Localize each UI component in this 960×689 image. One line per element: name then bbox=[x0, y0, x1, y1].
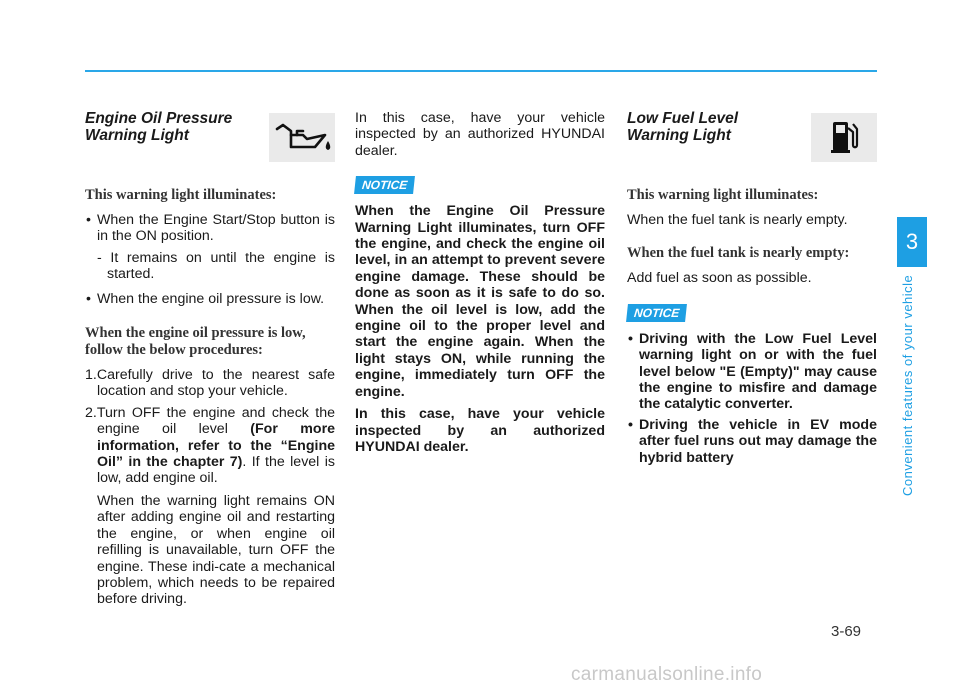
oil-notice-badge: NOTICE bbox=[354, 176, 415, 194]
oil-illuminates-heading: This warning light illuminates: bbox=[85, 187, 277, 203]
oil-step-2: 2.Turn OFF the engine and check the engine oil level (For more information, refer to the “Engine Oil” in the chapter 7). If the level is low, add engine oil. bbox=[85, 404, 335, 487]
fuel-section-column bbox=[627, 110, 877, 466]
oil-notice-text-1: When the Engine Oil Pressure Warning Light illuminates, turn OFF the engine, and check the engine oil level, in an attempt to prevent severe engine damage. These should be done as soon as it is safe to do so. When the oil level is low, add the engine oil to the proper level and start the engine again. When the light stays ON, while running the engine, immediately turn OFF the engine. bbox=[355, 203, 605, 400]
oil-notice-text-2: In this case, have your vehicle inspected by an authorized HYUNDAI dealer. bbox=[355, 406, 605, 455]
oil-bullet-2: • When the engine oil pressure is low. bbox=[85, 291, 335, 307]
page-number: 3-69 bbox=[831, 623, 862, 640]
oil-continued-text: In this case, have your vehicle inspected by an authorized HYUNDAI dealer. bbox=[355, 110, 605, 159]
fuel-notice-bullet-2: • Driving the vehicle in EV mode after fuel runs out may damage the hybrid battery bbox=[627, 417, 877, 466]
fuel-illuminates-text: When the fuel tank is nearly empty. bbox=[627, 212, 848, 228]
oil-sub-item: - It remains on until the engine is started. bbox=[97, 249, 335, 283]
fuel-illuminates-heading: This warning light illuminates: bbox=[627, 187, 819, 203]
fuel-section-title: Low Fuel Level Warning Light bbox=[627, 110, 739, 144]
fuel-notice-bullet-1: • Driving with the Low Fuel Level warning light on or with the fuel level below "E (Empty)" may cause the engine to misfire and damage the catalytic converter. bbox=[627, 331, 877, 413]
watermark: carmanualsonline.info bbox=[571, 664, 763, 685]
fuel-empty-heading: When the fuel tank is nearly empty: bbox=[627, 245, 850, 262]
chapter-tab: 3 bbox=[897, 217, 927, 267]
oil-section-column bbox=[85, 110, 335, 608]
oil-continued-column bbox=[355, 110, 605, 455]
oil-step-2-paragraph: When the warning light remains ON after adding engine oil and restarting the engine, or when engine oil refilling is unavailable, turn OFF the engine. These indi-cate a mechanical problem, which needs to be repaired before driving. bbox=[97, 492, 335, 608]
top-rule bbox=[85, 70, 877, 72]
fuel-section-header bbox=[627, 110, 877, 162]
fuel-notice-badge: NOTICE bbox=[626, 304, 687, 322]
oil-step-1: 1.Carefully drive to the nearest safe location and stop your vehicle. bbox=[85, 367, 335, 400]
oil-can-icon bbox=[269, 113, 335, 162]
oil-low-heading: When the engine oil pressure is low, follow the below procedures: bbox=[85, 325, 306, 359]
fuel-pump-icon bbox=[811, 113, 877, 162]
fuel-notice-list bbox=[627, 331, 877, 466]
oil-section-header bbox=[85, 110, 335, 162]
oil-section-title: Engine Oil Pressure Warning Light bbox=[85, 110, 233, 144]
oil-illuminates-list bbox=[85, 212, 335, 245]
fuel-empty-text: Add fuel as soon as possible. bbox=[627, 270, 812, 287]
chapter-label: Convenient features of your vehicle bbox=[900, 274, 915, 496]
oil-bullet-1: • When the Engine Start/Stop button is in the ON position. bbox=[85, 212, 335, 245]
